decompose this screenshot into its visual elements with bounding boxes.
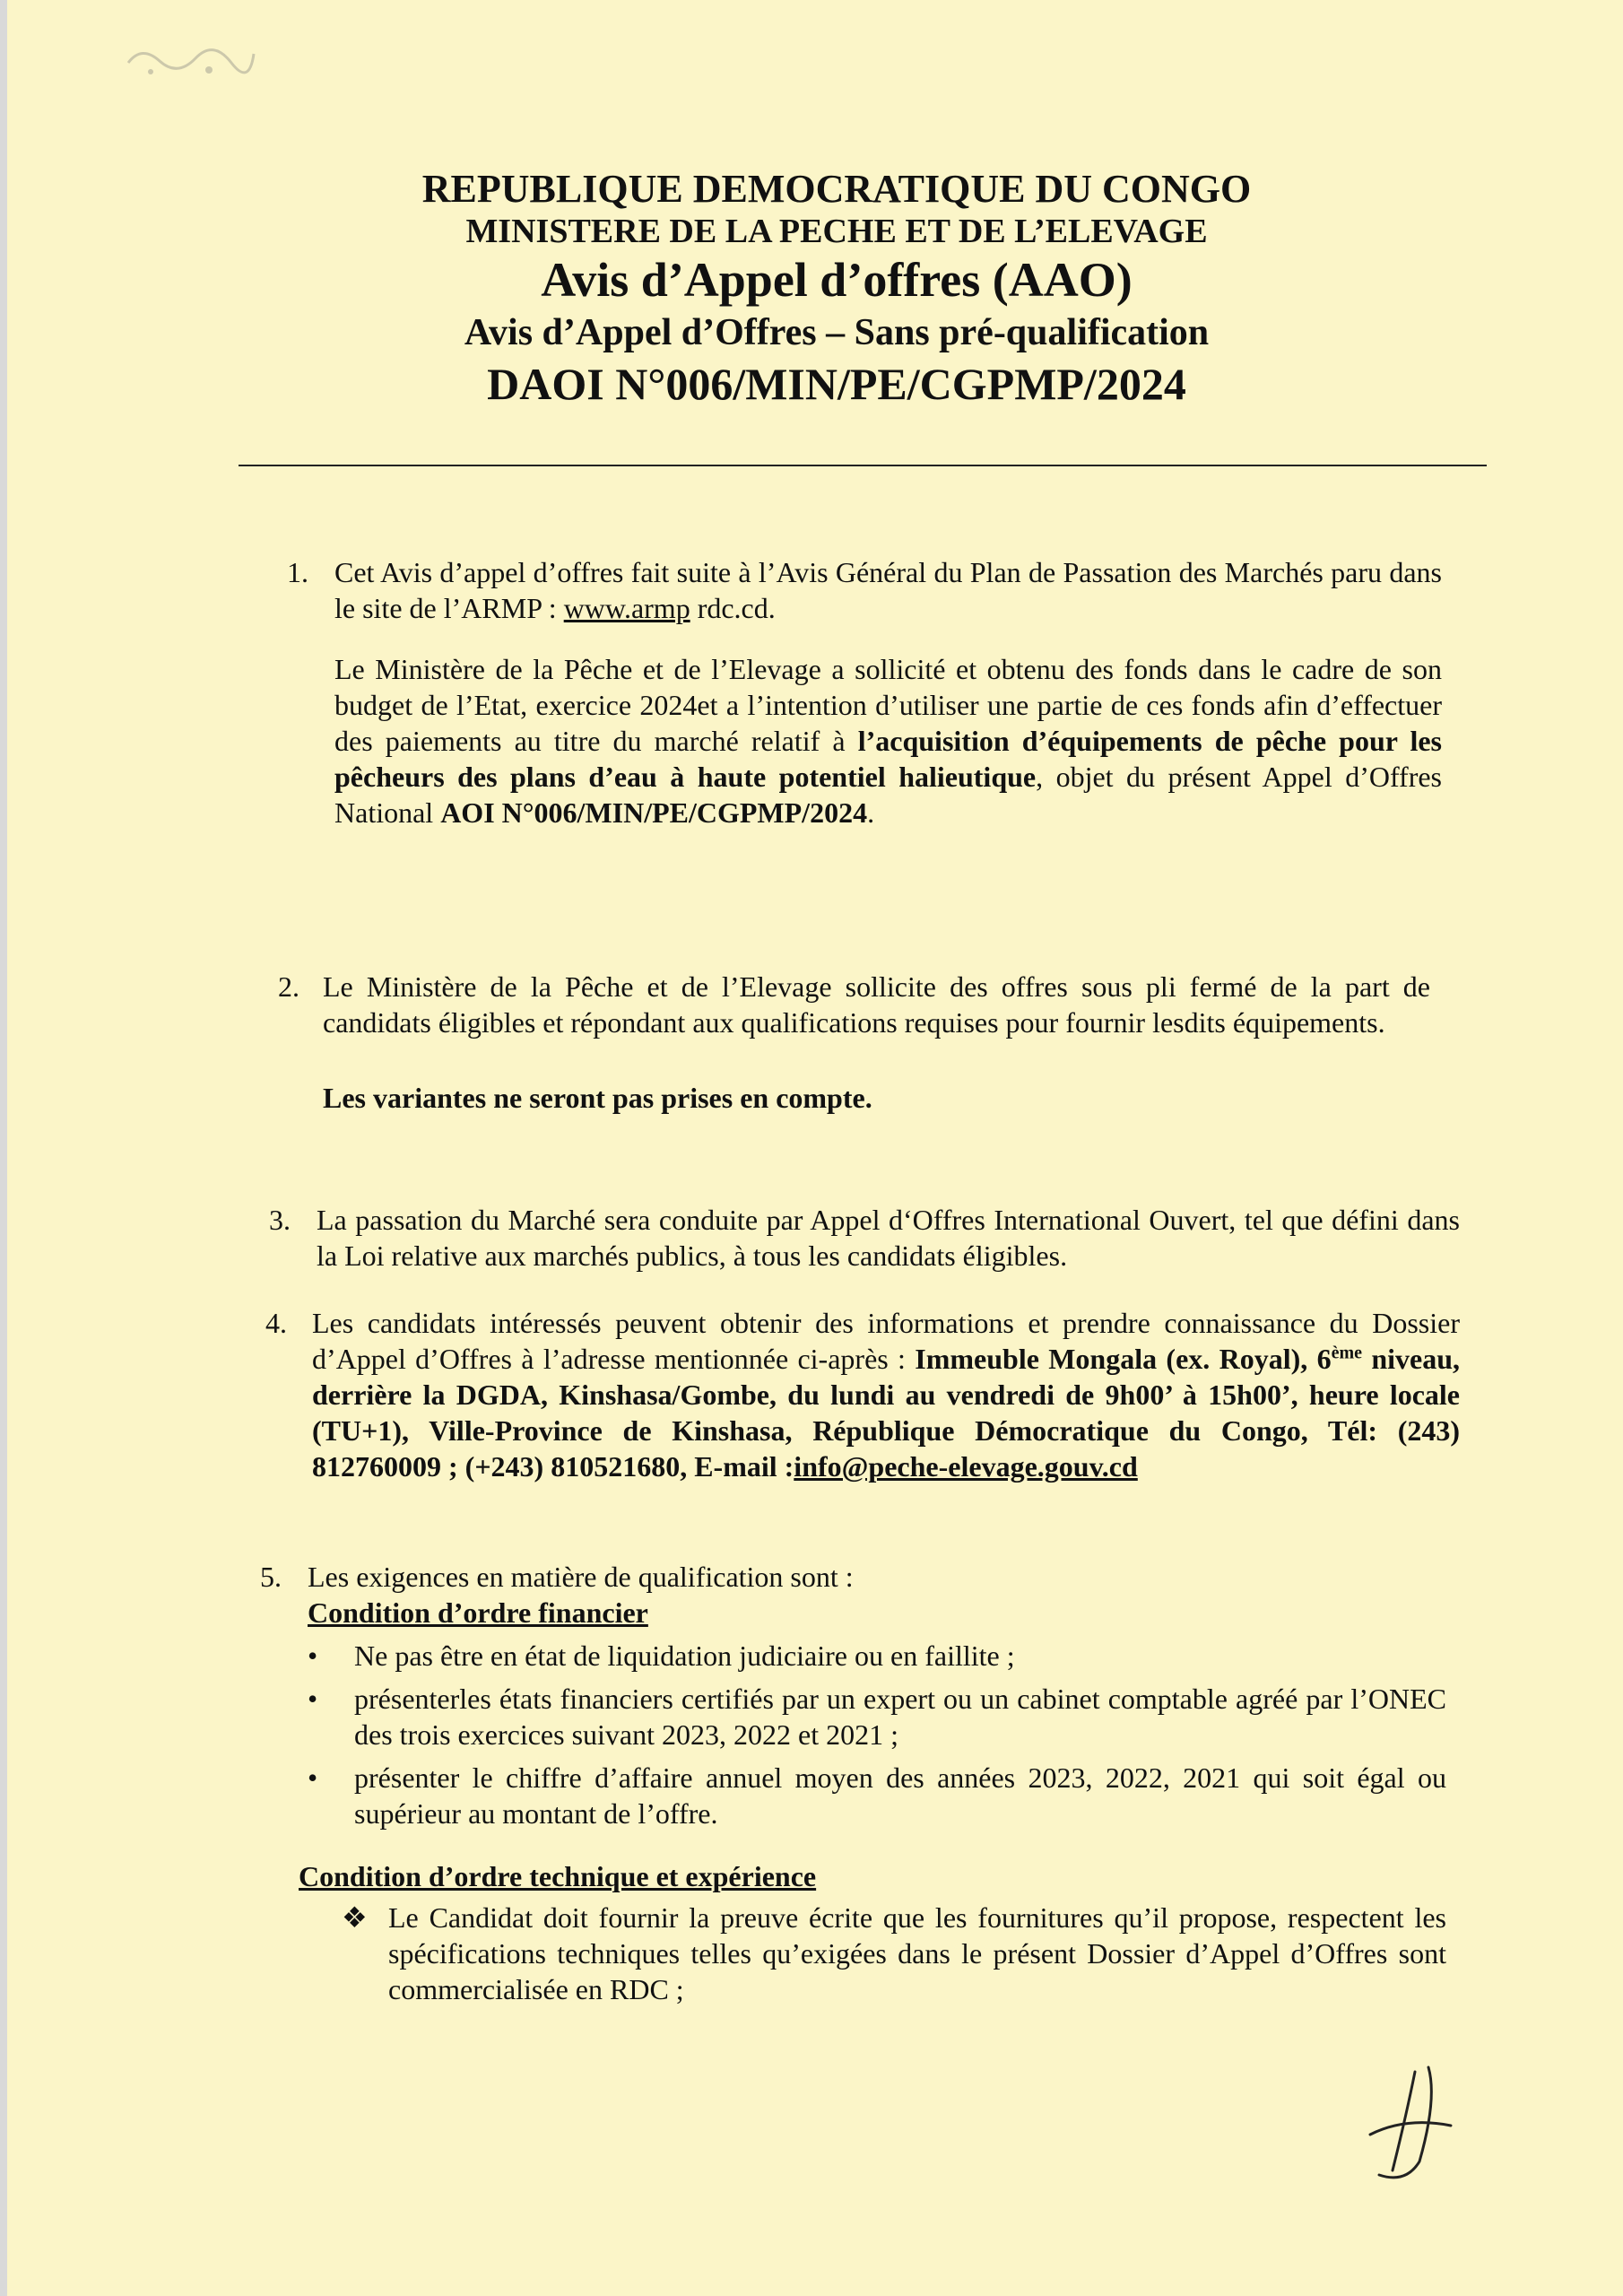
item-1-object-text: , objet du présent Appel d’Offres National <box>334 761 1443 829</box>
email-link[interactable]: info@peche-elevage.gouv.cd <box>794 1450 1138 1483</box>
item-4 <box>312 1305 1460 1484</box>
item-1-funding-text: Le Ministère de la Pêche et de l’Elevage a sollicité et obtenu des fonds dans le cadre de son budget de l’Etat, exercice 2024et a l’intention d’utiliser une partie de ces fonds afin d’effectuer des paiements au titre du marché relatif à <box>334 653 1442 757</box>
item-5-number: 5. <box>260 1561 282 1593</box>
ministry-title: MINISTERE DE LA PECHE ET DE L’ELEVAGE <box>465 213 1208 250</box>
financial-conditions-list <box>308 1638 1446 1831</box>
diamond-bullet-icon: ❖ <box>342 1901 368 1934</box>
item-5 <box>299 1559 1446 2014</box>
technical-condition-item <box>342 1900 1446 2007</box>
financial-condition-text: présenterles états financiers certifiés par un expert ou un cabinet comptable agréé par l’ONEC des trois exercices suivant 2023, 2022 et 2021 ; <box>354 1683 1446 1751</box>
item-1-text: Cet Avis d’appel d’offres fait suite à l’Avis Général du Plan de Passation des Marchés paru dans le site de l’ARMP : <box>334 556 1442 624</box>
item-3-number: 3. <box>269 1204 291 1236</box>
notice-subtitle: Avis d’Appel d’Offres – Sans pré-qualification <box>464 312 1210 353</box>
item-1-number: 1. <box>287 556 308 588</box>
financial-condition-item <box>308 1638 1446 1674</box>
document-body <box>7 0 1623 2296</box>
armp-link[interactable]: www.armp <box>563 592 690 624</box>
financial-condition-text: Ne pas être en état de liquidation judiciaire ou en faillite ; <box>354 1639 1015 1672</box>
handwritten-signature <box>1352 2063 1469 2188</box>
item-4-text: Les candidats intéressés peuvent obtenir des informations et prendre connaissance du Dossier d’Appel d’Offres à l’adresse mentionnée ci-après : <box>312 1307 1460 1375</box>
item-1-paragraph-2 <box>334 651 1442 831</box>
item-2-number: 2. <box>278 970 299 1003</box>
notice-title: Avis d’Appel d’offres (AAO) <box>541 253 1133 307</box>
address-part-2: niveau, derrière la DGDA, Kinshasa/Gombe, du lundi au vendredi de 9h00’ à 15h00’, heure locale (TU+1), Ville-Province de Kinshasa, République Démocratique du Congo, Tél: (243) 812760009 ; (+243) 810521680, E-mail : <box>312 1343 1461 1483</box>
item-3 <box>317 1202 1460 1274</box>
address-part-1: Immeuble Mongala (ex. Royal), 6 <box>915 1343 1332 1375</box>
financial-condition-item <box>308 1760 1446 1831</box>
bullet-icon: • <box>308 1761 318 1794</box>
contract-object: l’acquisition d’équipements de pêche pour les pêcheurs des plans d’eau à haute potentiel halieutique <box>334 725 1443 793</box>
address-superscript: ème <box>1331 1343 1362 1363</box>
country-title: REPUBLIQUE DEMOCRATIQUE DU CONGO <box>421 167 1252 211</box>
item-2 <box>323 969 1430 1116</box>
technical-condition-text: Le Candidat doit fournir la preuve écrite que les fournitures qu’il propose, respectent les spécifications techniques telles qu’exigées dans le présent Dossier d’Appel d’Offres sont commercialisée en RDC ; <box>388 1901 1446 2005</box>
item-1 <box>334 554 1442 831</box>
qualification-intro: Les exigences en matière de qualification sont : <box>308 1561 854 1593</box>
item-2-paragraph: Le Ministère de la Pêche et de l’Elevage sollicite des offres sous pli fermé de la part de candidats éligibles et répondant aux qualifications requises pour fournir lesdits équipements. <box>323 970 1430 1039</box>
technical-conditions-list <box>342 1900 1446 2007</box>
aoi-reference: AOI N°006/MIN/PE/CGPMP/2024 <box>440 796 868 829</box>
technical-conditions-title: Condition d’ordre technique et expérience <box>299 1860 817 1892</box>
item-4-number: 4. <box>265 1307 287 1339</box>
item-1-paragraph-1 <box>334 554 1442 626</box>
item-1-period: . <box>867 796 875 829</box>
bullet-icon: • <box>308 1639 318 1672</box>
bullet-icon: • <box>308 1683 318 1715</box>
item-3-paragraph: La passation du Marché sera conduite par Appel d‘Offres International Ouvert, tel que défini dans la Loi relative aux marchés publics, à tous les candidats éligibles. <box>317 1204 1460 1272</box>
item-1-text-end: rdc.cd. <box>690 592 776 624</box>
financial-conditions-title: Condition d’ordre financier <box>308 1596 648 1629</box>
reference-number: DAOI N°006/MIN/PE/CGPMP/2024 <box>487 359 1186 409</box>
financial-condition-item <box>308 1681 1446 1752</box>
item-4-paragraph <box>312 1305 1460 1484</box>
financial-condition-text: présenter le chiffre d’affaire annuel moyen des années 2023, 2022, 2021 qui soit égal ou supérieur au montant de l’offre. <box>354 1761 1446 1830</box>
variants-notice: Les variantes ne seront pas prises en compte. <box>323 1082 872 1114</box>
